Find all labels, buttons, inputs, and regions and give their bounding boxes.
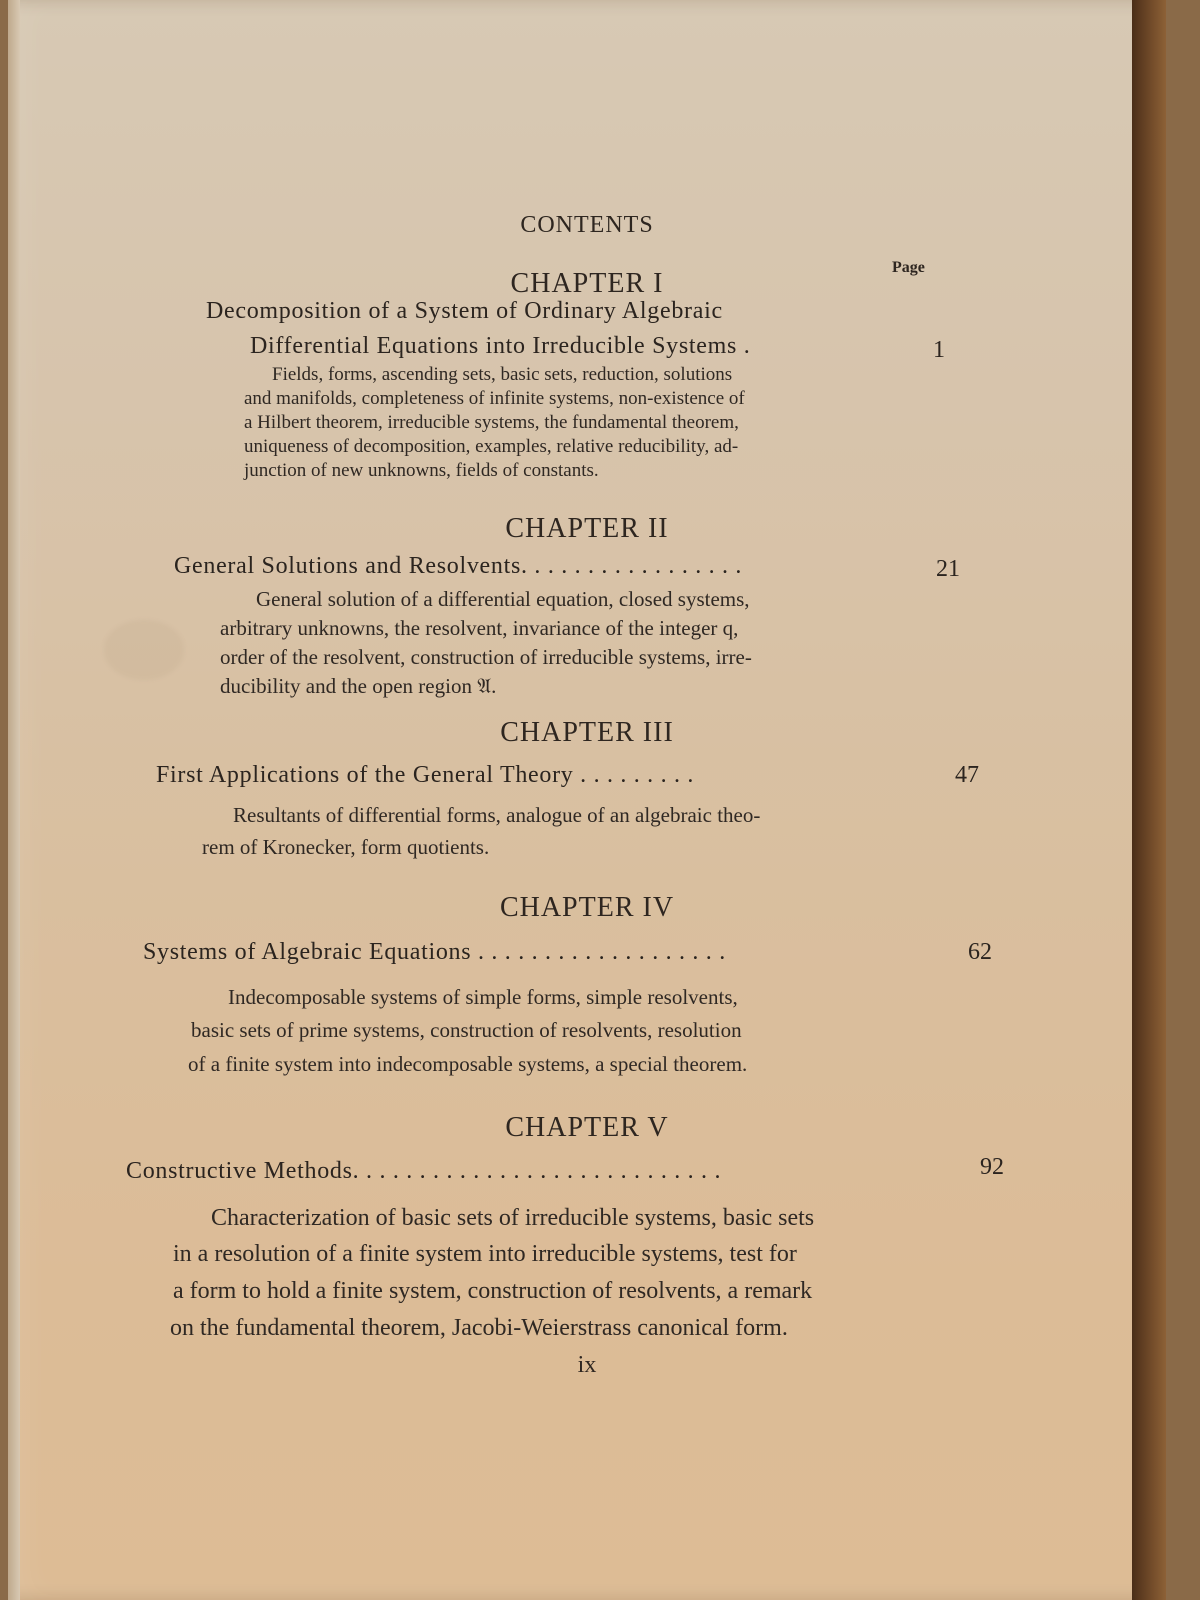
contents-title: CONTENTS bbox=[520, 212, 654, 238]
chapter-1-heading: CHAPTER I bbox=[510, 268, 664, 299]
chapter-3-page-number: 47 bbox=[955, 762, 979, 788]
chapter-1-description-line-1: Fields, forms, ascending sets, basic sets, reduction, solutions bbox=[272, 364, 733, 385]
chapter-2-description-line-2: arbitrary unknowns, the resolvent, invariance of the integer q, bbox=[220, 616, 739, 640]
chapter-1-description-line-3: a Hilbert theorem, irreducible systems, the fundamental theorem, bbox=[244, 412, 739, 433]
chapter-1-page-number: 1 bbox=[933, 337, 945, 363]
chapter-4-heading: CHAPTER IV bbox=[499, 892, 675, 923]
chapter-4-description-line-1: Indecomposable systems of simple forms, simple resolvents, bbox=[228, 985, 738, 1009]
chapter-5-heading: CHAPTER V bbox=[505, 1112, 669, 1143]
chapter-2-description-line-1: General solution of a differential equation, closed systems, bbox=[256, 587, 750, 611]
chapter-4-description-line-3: of a finite system into indecomposable systems, a special theorem. bbox=[188, 1052, 748, 1076]
chapter-3-description-line-1: Resultants of differential forms, analogue of an algebraic theo- bbox=[233, 803, 761, 827]
chapter-2-page-number: 21 bbox=[936, 556, 960, 582]
book-page bbox=[8, 0, 1166, 1600]
chapter-2-heading: CHAPTER II bbox=[505, 513, 669, 544]
chapter-1-description-line-4: uniqueness of decomposition, examples, relative reducibility, ad- bbox=[244, 436, 739, 457]
chapter-2-description-line-4: ducibility and the open region 𝔄. bbox=[220, 674, 497, 698]
chapter-4-description-line-2: basic sets of prime systems, construction of resolvents, resolution bbox=[191, 1018, 742, 1042]
chapter-2-title: General Solutions and Resolvents. . . . . . . . . . . . . . . . . bbox=[174, 553, 743, 579]
page-column-label: Page bbox=[892, 259, 925, 276]
chapter-4-title: Systems of Algebraic Equations . . . . . . . . . . . . . . . . . . . bbox=[143, 939, 726, 965]
chapter-3-description-line-2: rem of Kronecker, form quotients. bbox=[202, 835, 490, 859]
chapter-1-title-line-1: Decomposition of a System of Ordinary Algebraic bbox=[206, 298, 723, 324]
page-number-footer: ix bbox=[577, 1352, 597, 1378]
chapter-1-description-line-2: and manifolds, completeness of infinite systems, non-existence of bbox=[244, 388, 745, 409]
chapter-5-description-line-2: in a resolution of a finite system into irreducible systems, test for bbox=[173, 1241, 797, 1267]
chapter-1-description-line-5: junction of new unknowns, fields of constants. bbox=[244, 460, 599, 481]
chapter-5-title: Constructive Methods. . . . . . . . . . . . . . . . . . . . . . . . . . . . bbox=[126, 1158, 722, 1184]
chapter-5-description-line-3: a form to hold a finite system, construction of resolvents, a remark bbox=[173, 1278, 813, 1304]
chapter-5-description-line-1: Characterization of basic sets of irreducible systems, basic sets bbox=[211, 1205, 815, 1231]
chapter-5-page-number: 92 bbox=[980, 1154, 1004, 1180]
chapter-3-heading: CHAPTER III bbox=[500, 717, 674, 748]
paper-smudge bbox=[104, 620, 184, 680]
chapter-1-title-line-2: Differential Equations into Irreducible Systems . bbox=[250, 333, 751, 359]
chapter-5-description-line-4: on the fundamental theorem, Jacobi-Weierstrass canonical form. bbox=[170, 1315, 788, 1341]
chapter-3-title: First Applications of the General Theory . . . . . . . . . bbox=[156, 762, 695, 788]
chapter-2-description-line-3: order of the resolvent, construction of irreducible systems, irre- bbox=[220, 645, 752, 669]
chapter-4-page-number: 62 bbox=[968, 939, 992, 965]
